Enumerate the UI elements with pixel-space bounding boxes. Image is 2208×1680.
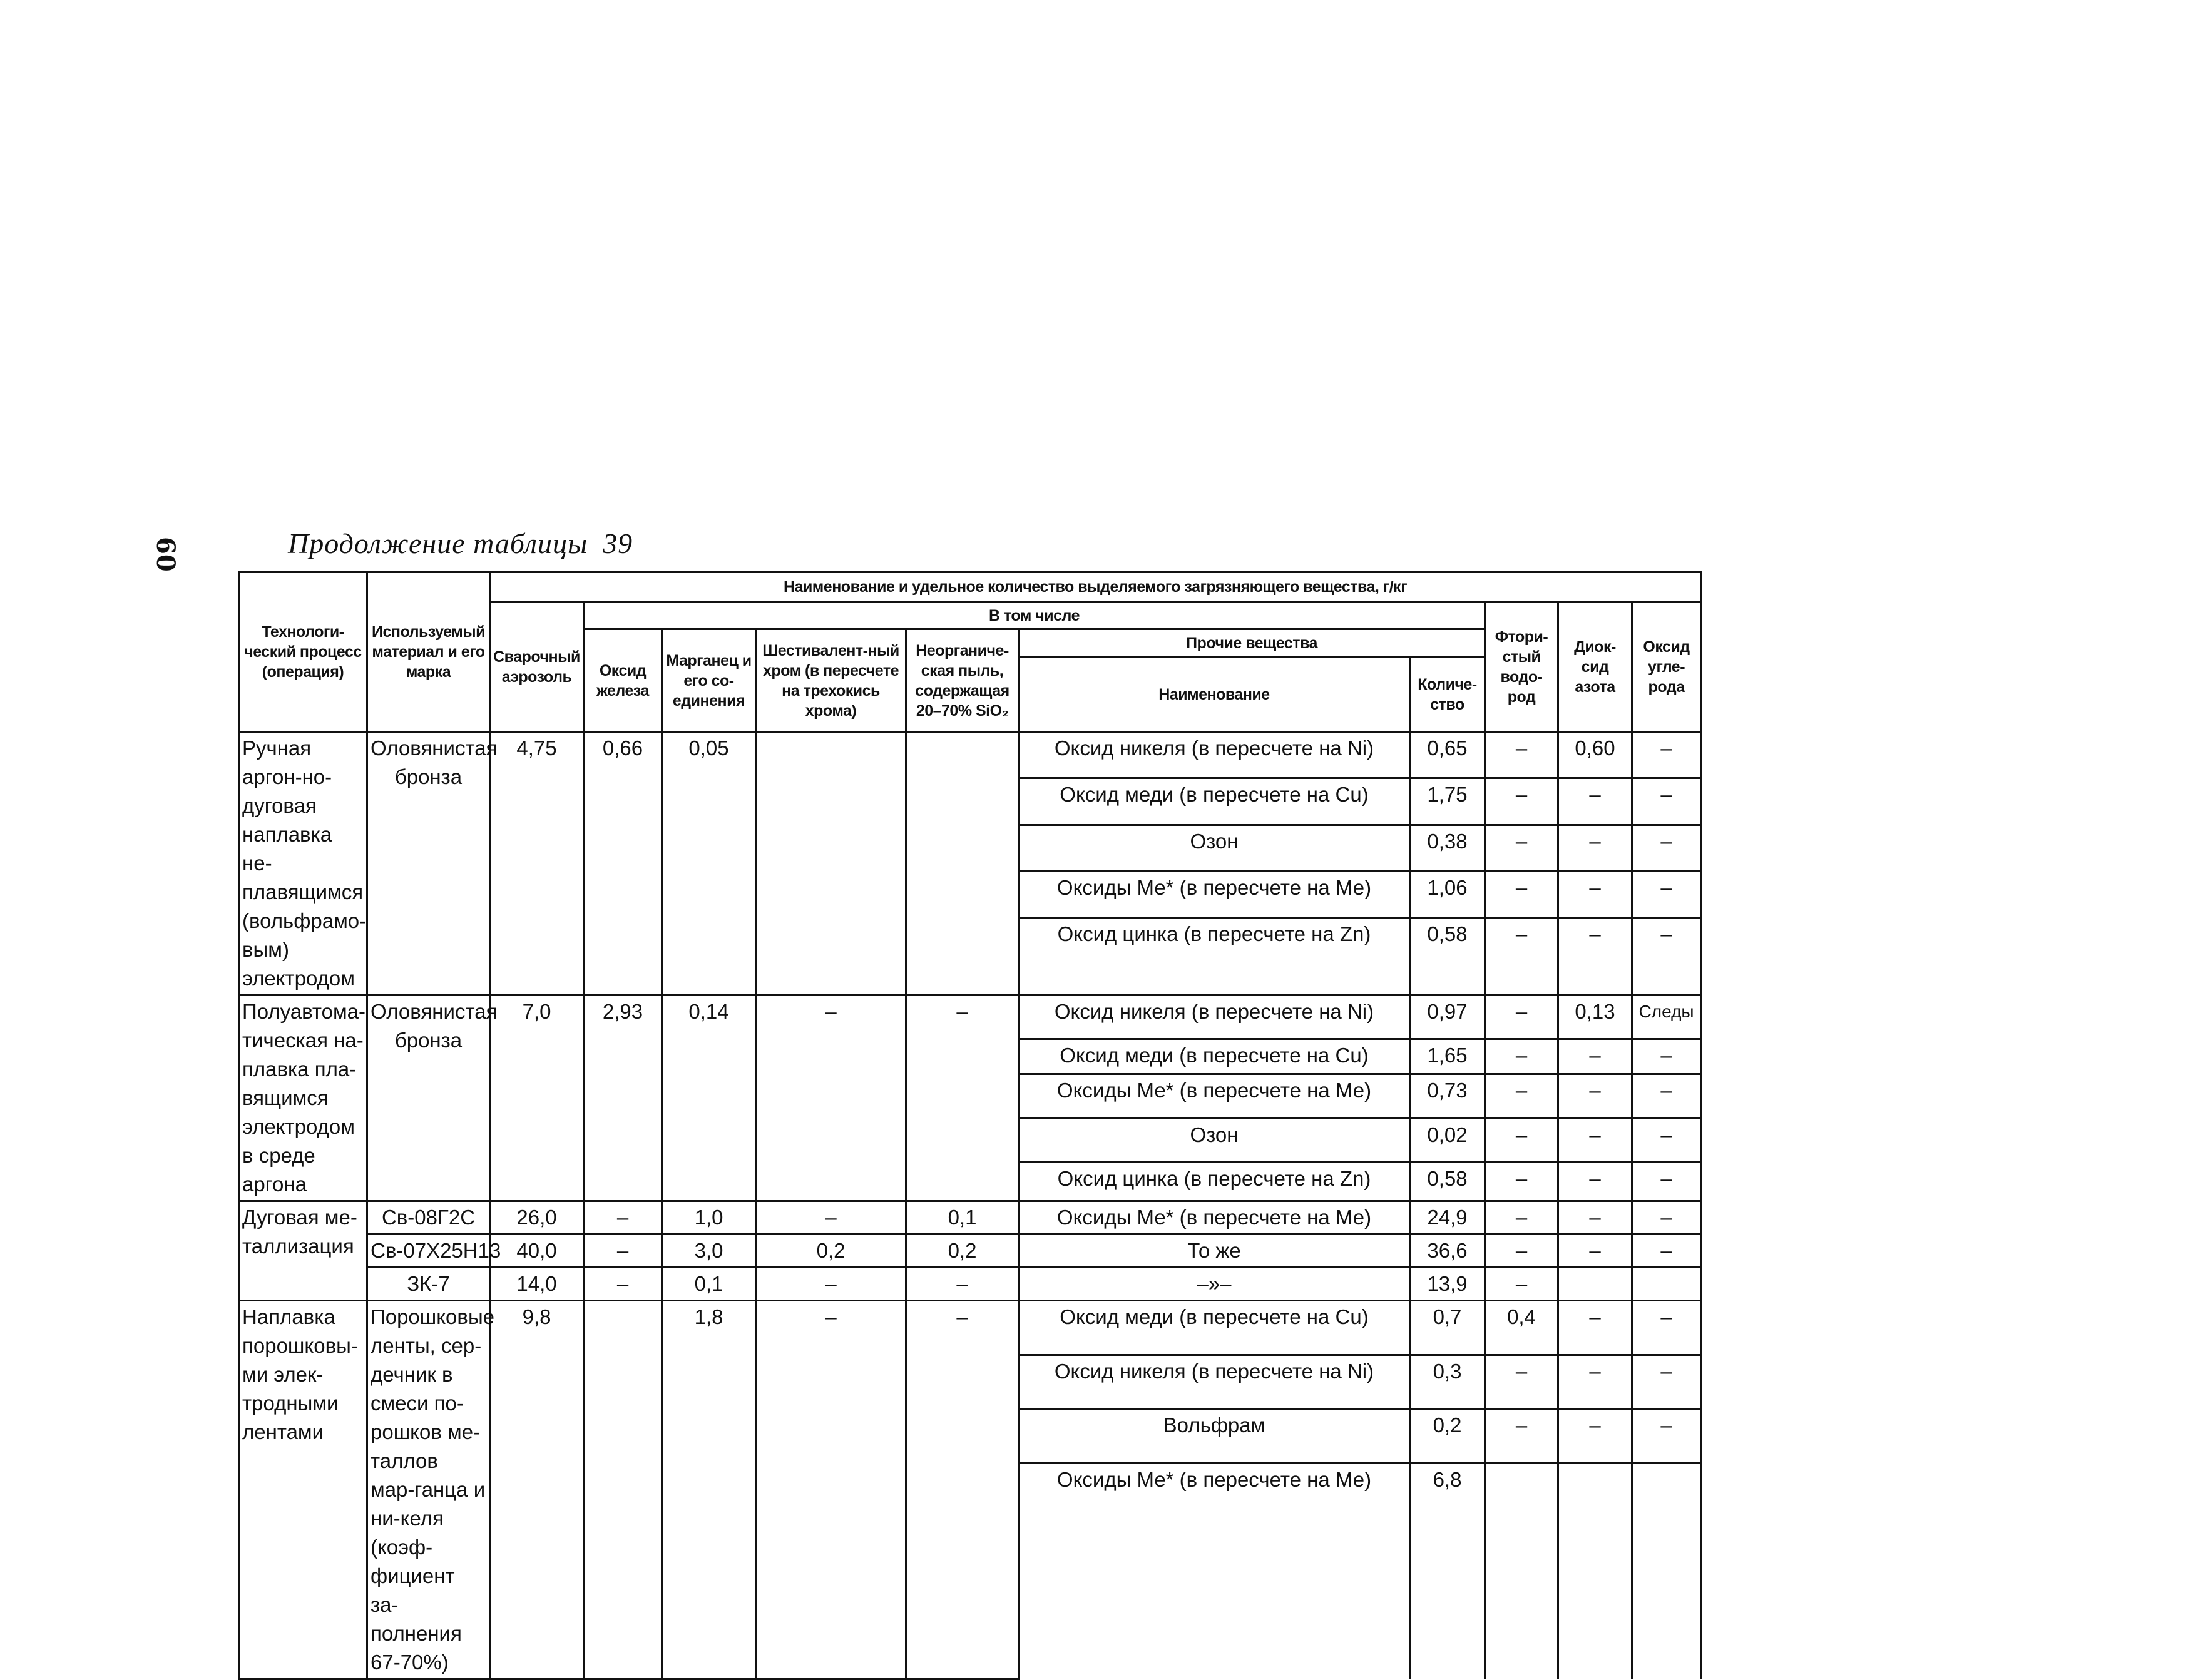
cell-other-quantity: 0,3: [1410, 1355, 1485, 1409]
cell-other-quantity: 36,6: [1410, 1235, 1485, 1268]
cell-other-quantity: 1,75: [1410, 778, 1485, 825]
cell-other-name: Оксид меди (в пересчете на Cu): [1019, 778, 1410, 825]
cell-chromium: –: [756, 995, 906, 1201]
cell-hf: –: [1485, 825, 1558, 871]
col-aerosol: Сварочный аэрозоль: [490, 602, 584, 732]
cell-process: Полуавтома-тическая на-плавка пла-вящимся электродом в среде аргона: [239, 995, 367, 1201]
cell-process: Наплавка порошковы-ми элек-тродными лентами: [239, 1301, 367, 1679]
cell-no2: 0,60: [1558, 732, 1632, 778]
cell-no2: –: [1558, 1355, 1632, 1409]
col-including: В том числе: [584, 602, 1485, 629]
cell-co: [1632, 1268, 1701, 1301]
cell-hf: –: [1485, 918, 1558, 995]
caption-table-number: 39: [603, 527, 633, 559]
cell-other-name: Оксид никеля (в пересчете на Ni): [1019, 732, 1410, 778]
col-iron-oxide: Оксид железа: [584, 629, 662, 732]
cell-no2: –: [1558, 825, 1632, 871]
cell-no2: –: [1558, 778, 1632, 825]
cell-other-quantity: 0,02: [1410, 1118, 1485, 1162]
cell-manganese: 1,0: [662, 1201, 756, 1235]
cell-co: –: [1632, 1118, 1701, 1162]
cell-co: –: [1632, 778, 1701, 825]
cell-hf: –: [1485, 732, 1558, 778]
cell-material: Св-07Х25Н13: [367, 1235, 490, 1268]
table-row: [239, 732, 1701, 778]
cell-no2: –: [1558, 918, 1632, 995]
col-other-substances: Прочие вещества: [1019, 629, 1485, 657]
cell-process: Ручная аргон-но-дуговая наплавка не-плавящимся (вольфрамо-вым) электродом: [239, 732, 367, 995]
cell-hf: [1485, 1463, 1558, 1679]
col-hf: Фтори-стый водо-род: [1485, 602, 1558, 732]
cell-other-name: То же: [1019, 1235, 1410, 1268]
cell-no2: [1558, 1268, 1632, 1301]
page-number: 60: [151, 537, 180, 572]
cell-material: Оловянистая бронза: [367, 732, 490, 995]
cell-other-name: Озон: [1019, 825, 1410, 871]
cell-co: –: [1632, 1201, 1701, 1235]
cell-inorganic-dust: 0,2: [906, 1235, 1019, 1268]
table-row: [239, 1268, 1701, 1301]
cell-co: [1632, 1463, 1701, 1679]
cell-iron-oxide: [584, 1301, 662, 1679]
cell-other-quantity: 0,65: [1410, 732, 1485, 778]
col-other-quantity: Количе-ство: [1410, 657, 1485, 732]
cell-no2: –: [1558, 871, 1632, 917]
table-row: [239, 995, 1701, 1039]
col-co: Оксид угле-рода: [1632, 602, 1701, 732]
col-no2: Диок-сид азота: [1558, 602, 1632, 732]
cell-co: –: [1632, 871, 1701, 917]
cell-co: –: [1632, 1301, 1701, 1355]
emissions-table: [238, 571, 1702, 1680]
cell-material: Св-08Г2С: [367, 1201, 490, 1235]
cell-other-name: Вольфрам: [1019, 1409, 1410, 1464]
cell-manganese: 1,8: [662, 1301, 756, 1679]
cell-other-quantity: 0,2: [1410, 1409, 1485, 1464]
cell-other-quantity: 13,9: [1410, 1268, 1485, 1301]
col-chromium: Шестивалент-ный хром (в пересчете на трехокись хрома): [756, 629, 906, 732]
cell-manganese: 0,14: [662, 995, 756, 1201]
cell-inorganic-dust: –: [906, 1301, 1019, 1679]
cell-iron-oxide: –: [584, 1201, 662, 1235]
cell-other-quantity: 0,97: [1410, 995, 1485, 1039]
cell-other-name: Оксид меди (в пересчете на Cu): [1019, 1039, 1410, 1074]
cell-co: –: [1632, 1235, 1701, 1268]
cell-manganese: 3,0: [662, 1235, 756, 1268]
col-other-name: Наименование: [1019, 657, 1410, 732]
cell-material: ЗК-7: [367, 1268, 490, 1301]
cell-no2: –: [1558, 1118, 1632, 1162]
cell-aerosol: 9,8: [490, 1301, 584, 1679]
col-material: Используемый материал и его марка: [367, 572, 490, 732]
cell-co: –: [1632, 918, 1701, 995]
cell-co: –: [1632, 1039, 1701, 1074]
cell-no2: –: [1558, 1163, 1632, 1201]
col-inorganic-dust: Неорганиче-ская пыль, содержащая 20–70% SiO₂: [906, 629, 1019, 732]
table-row: [239, 1201, 1701, 1235]
cell-no2: –: [1558, 1074, 1632, 1118]
cell-no2: –: [1558, 1201, 1632, 1235]
cell-hf: –: [1485, 871, 1558, 917]
cell-hf: –: [1485, 1118, 1558, 1162]
cell-chromium: [756, 732, 906, 995]
cell-co: –: [1632, 1074, 1701, 1118]
table-caption: [288, 527, 633, 560]
cell-iron-oxide: 0,66: [584, 732, 662, 995]
cell-process: Дуговая ме-таллизация: [239, 1201, 367, 1301]
cell-no2: –: [1558, 1235, 1632, 1268]
col-process: Технологи-ческий процесс (операция): [239, 572, 367, 732]
cell-co: –: [1632, 1163, 1701, 1201]
cell-other-name: Оксид меди (в пересчете на Cu): [1019, 1301, 1410, 1355]
cell-hf: –: [1485, 1409, 1558, 1464]
cell-other-name: Озон: [1019, 1118, 1410, 1162]
col-manganese: Марганец и его со-единения: [662, 629, 756, 732]
col-pollutants-group: Наименование и удельное количество выделяемого загрязняющего вещества, г/кг: [490, 572, 1701, 602]
cell-other-quantity: 0,58: [1410, 918, 1485, 995]
cell-material: Порошковые ленты, сер-дечник в смеси по-рошков ме-таллов мар-ганца и ни-келя (коэф-фициент за-полнения 67-70%): [367, 1301, 490, 1679]
cell-no2: –: [1558, 1039, 1632, 1074]
cell-aerosol: 7,0: [490, 995, 584, 1201]
cell-other-name: Оксиды Ме* (в пересчете на Ме): [1019, 1201, 1410, 1235]
cell-inorganic-dust: –: [906, 995, 1019, 1201]
cell-hf: –: [1485, 1355, 1558, 1409]
cell-no2: –: [1558, 1409, 1632, 1464]
cell-hf: –: [1485, 1163, 1558, 1201]
cell-aerosol: 14,0: [490, 1268, 584, 1301]
cell-other-name: –»–: [1019, 1268, 1410, 1301]
cell-other-name: Оксид никеля (в пересчете на Ni): [1019, 995, 1410, 1039]
cell-manganese: 0,05: [662, 732, 756, 995]
cell-hf: –: [1485, 995, 1558, 1039]
caption-text: Продолжение таблицы: [288, 527, 588, 559]
cell-other-name: Оксиды Ме* (в пересчете на Ме): [1019, 1074, 1410, 1118]
cell-iron-oxide: 2,93: [584, 995, 662, 1201]
cell-chromium: –: [756, 1201, 906, 1235]
cell-aerosol: 4,75: [490, 732, 584, 995]
cell-chromium: –: [756, 1301, 906, 1679]
cell-other-quantity: 0,7: [1410, 1301, 1485, 1355]
cell-aerosol: 40,0: [490, 1235, 584, 1268]
cell-other-name: Оксид цинка (в пересчете на Zn): [1019, 918, 1410, 995]
cell-hf: 0,4: [1485, 1301, 1558, 1355]
cell-other-name: Оксид никеля (в пересчете на Ni): [1019, 1355, 1410, 1409]
cell-hf: –: [1485, 1268, 1558, 1301]
cell-no2: 0,13: [1558, 995, 1632, 1039]
cell-co: –: [1632, 1355, 1701, 1409]
cell-other-quantity: 0,58: [1410, 1163, 1485, 1201]
cell-co: –: [1632, 1409, 1701, 1464]
cell-aerosol: 26,0: [490, 1201, 584, 1235]
cell-other-quantity: 24,9: [1410, 1201, 1485, 1235]
cell-chromium: 0,2: [756, 1235, 906, 1268]
table-row: [239, 1235, 1701, 1268]
emissions-table-wrap: [238, 571, 1700, 1680]
cell-hf: –: [1485, 1201, 1558, 1235]
cell-other-quantity: 1,65: [1410, 1039, 1485, 1074]
cell-co: –: [1632, 825, 1701, 871]
cell-hf: –: [1485, 778, 1558, 825]
cell-hf: –: [1485, 1235, 1558, 1268]
cell-iron-oxide: –: [584, 1235, 662, 1268]
table-row: [239, 1301, 1701, 1355]
cell-co: Следы: [1632, 995, 1701, 1039]
cell-chromium: –: [756, 1268, 906, 1301]
cell-other-quantity: 0,73: [1410, 1074, 1485, 1118]
cell-other-quantity: 1,06: [1410, 871, 1485, 917]
cell-other-name: Оксид цинка (в пересчете на Zn): [1019, 1163, 1410, 1201]
cell-other-name: Оксиды Ме* (в пересчете на Ме): [1019, 1463, 1410, 1679]
cell-hf: –: [1485, 1039, 1558, 1074]
cell-iron-oxide: –: [584, 1268, 662, 1301]
cell-inorganic-dust: –: [906, 1268, 1019, 1301]
cell-hf: –: [1485, 1074, 1558, 1118]
cell-co: –: [1632, 732, 1701, 778]
cell-material: Оловянистая бронза: [367, 995, 490, 1201]
cell-other-quantity: 0,38: [1410, 825, 1485, 871]
cell-no2: –: [1558, 1301, 1632, 1355]
cell-inorganic-dust: [906, 732, 1019, 995]
cell-other-name: Оксиды Ме* (в пересчете на Ме): [1019, 871, 1410, 917]
cell-inorganic-dust: 0,1: [906, 1201, 1019, 1235]
cell-other-quantity: 6,8: [1410, 1463, 1485, 1679]
cell-manganese: 0,1: [662, 1268, 756, 1301]
cell-no2: [1558, 1463, 1632, 1679]
